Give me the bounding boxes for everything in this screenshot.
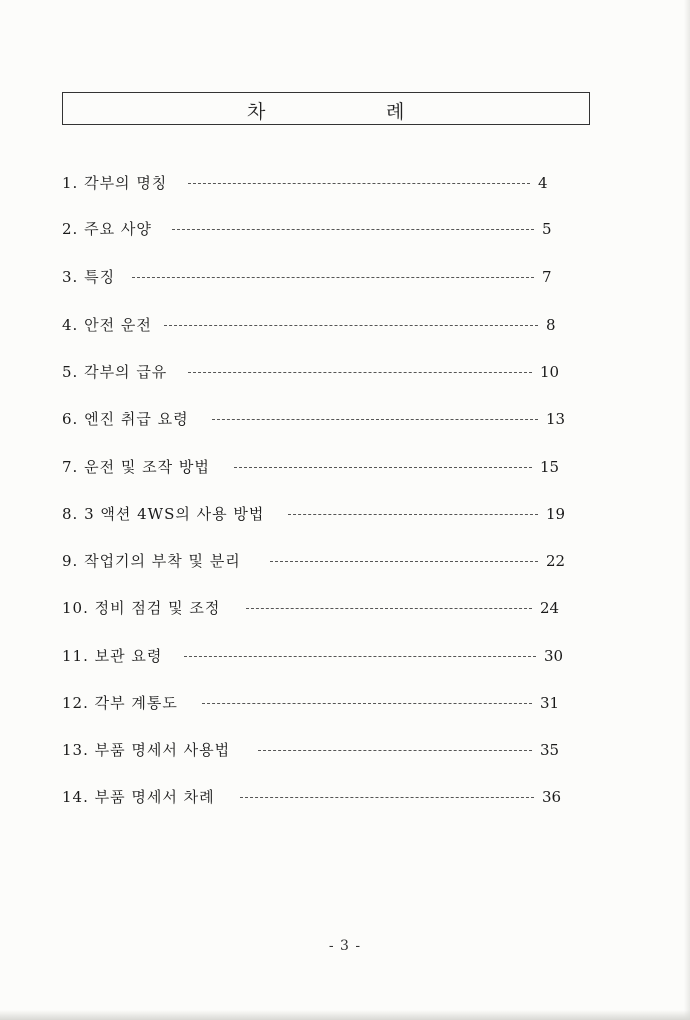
page-number: - 3 - bbox=[328, 938, 362, 954]
toc-entry-page: 35 bbox=[540, 741, 560, 759]
toc-entry-page: 7 bbox=[542, 268, 552, 286]
toc-entry-label: 9. 작업기의 부착 및 분리 bbox=[62, 552, 241, 570]
toc-entry-label: 4. 안전 운전 bbox=[62, 316, 152, 334]
toc-entry-label: 3. 특징 bbox=[62, 268, 116, 286]
toc-entry-page: 8 bbox=[546, 316, 556, 334]
toc-leader-dots bbox=[188, 183, 530, 184]
toc-leader-dots bbox=[270, 561, 538, 562]
toc-leader-dots bbox=[212, 419, 538, 420]
toc-entry-page: 24 bbox=[540, 599, 560, 617]
toc-entry-label: 12. 각부 계통도 bbox=[62, 694, 178, 712]
toc-entry-page: 15 bbox=[540, 458, 560, 476]
toc-entry-label: 14. 부품 명세서 차례 bbox=[62, 788, 215, 806]
toc-leader-dots bbox=[164, 325, 538, 326]
toc-entry-label: 1. 각부의 명칭 bbox=[62, 174, 168, 192]
toc-entry-label: 7. 운전 및 조작 방법 bbox=[62, 458, 210, 476]
title-char-1: 차 bbox=[247, 101, 266, 123]
toc-leader-dots bbox=[188, 372, 532, 373]
toc-entry-label: 11. 보관 요령 bbox=[62, 647, 163, 665]
toc-entry-page: 22 bbox=[546, 552, 566, 570]
toc-entry-page: 4 bbox=[538, 174, 548, 192]
title-char-2: 례 bbox=[386, 101, 405, 123]
toc-entry-label: 10. 정비 점검 및 조정 bbox=[62, 599, 221, 617]
toc-leader-dots bbox=[240, 797, 534, 798]
toc-entry-page: 10 bbox=[540, 363, 560, 381]
toc-leader-dots bbox=[288, 514, 538, 515]
toc-leader-dots bbox=[184, 656, 536, 657]
toc-entry-page: 19 bbox=[546, 505, 566, 523]
toc-leader-dots bbox=[132, 277, 534, 278]
toc-entry-label: 13. 부품 명세서 사용법 bbox=[62, 741, 231, 759]
toc-entry-page: 31 bbox=[540, 694, 560, 712]
toc-entry-page: 13 bbox=[546, 410, 566, 428]
toc-entry-label: 8. 3 액션 4WS의 사용 방법 bbox=[62, 505, 265, 523]
toc-entry-label: 6. 엔진 취급 요령 bbox=[62, 410, 189, 428]
toc-entry-label: 5. 각부의 급유 bbox=[62, 363, 168, 381]
toc-entry-page: 5 bbox=[542, 220, 552, 238]
toc-entry-page: 36 bbox=[542, 788, 562, 806]
toc-entry-label: 2. 주요 사양 bbox=[62, 220, 152, 238]
toc-leader-dots bbox=[234, 467, 532, 468]
toc-leader-dots bbox=[258, 750, 532, 751]
toc-leader-dots bbox=[246, 608, 532, 609]
toc-entry-page: 30 bbox=[544, 647, 564, 665]
toc-leader-dots bbox=[172, 229, 534, 230]
toc-leader-dots bbox=[202, 703, 532, 704]
